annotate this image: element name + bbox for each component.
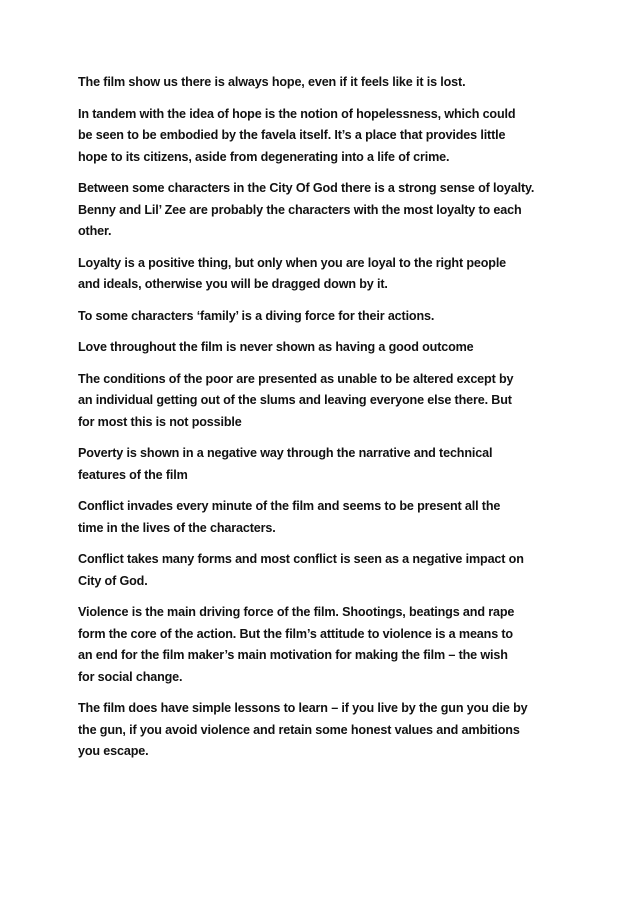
text-line: hope to its citizens, aside from degenerating into a life of crime. — [78, 149, 450, 164]
text-line: and ideals, otherwise you will be dragged down by it. — [78, 277, 388, 291]
text-line: Conflict takes many forms and most conflict is seen as a negative impact on — [78, 552, 524, 566]
text-line: Between some characters in the City Of God there is a strong sense of loyalty. — [78, 181, 535, 195]
text-line: The film does have simple lessons to learn – if you live by the gun you die by — [78, 701, 528, 715]
paragraph — [78, 549, 578, 592]
text-line: you escape. — [78, 744, 149, 758]
paragraph — [78, 306, 578, 328]
text-line: The conditions of the poor are presented as unable to be altered except by — [78, 371, 514, 386]
text-line: for most this is not possible — [78, 414, 242, 429]
paragraph — [78, 602, 578, 688]
paragraph — [78, 104, 578, 169]
text-line: an end for the film maker’s main motivation for making the film – the wish — [78, 648, 508, 662]
text-line: features of the film — [78, 467, 188, 482]
paragraph — [78, 337, 578, 359]
text-line: an individual getting out of the slums and leaving everyone else there. But — [78, 393, 512, 407]
text-line: be seen to be embodied by the favela itself. It’s a place that provides little — [78, 128, 506, 142]
paragraph — [78, 369, 578, 434]
text-line: Loyalty is a positive thing, but only when you are loyal to the right people — [78, 255, 507, 270]
text-line: for social change. — [78, 669, 183, 684]
text-line: Violence is the main driving force of the film. Shootings, beatings and rape — [78, 605, 515, 619]
text-line: The film show us there is always hope, even if it feels like it is lost. — [78, 75, 466, 89]
text-line: Poverty is shown in a negative way through the narrative and technical — [78, 446, 493, 460]
text-line: In tandem with the idea of hope is the notion of hopelessness, which could — [78, 106, 516, 121]
text-line: Benny and Lil’ Zee are probably the characters with the most loyalty to each — [78, 202, 522, 217]
text-line: Love throughout the film is never shown as having a good outcome — [78, 340, 474, 354]
text-line: other. — [78, 224, 112, 238]
text-line: City of God. — [78, 573, 148, 588]
paragraph — [78, 698, 578, 763]
text-line: To some characters ‘family’ is a diving force for their actions. — [78, 308, 435, 323]
text-line: Conflict invades every minute of the film and seems to be present all the — [78, 499, 501, 513]
text-line: the gun, if you avoid violence and retain some honest values and ambitions — [78, 722, 520, 737]
paragraph — [78, 178, 578, 243]
text-line: time in the lives of the characters. — [78, 520, 276, 535]
text-line: form the core of the action. But the film’s attitude to violence is a means to — [78, 626, 513, 641]
paragraph — [78, 443, 578, 486]
document-body — [78, 72, 578, 773]
paragraph — [78, 253, 578, 296]
paragraph — [78, 496, 578, 539]
paragraph — [78, 72, 578, 94]
